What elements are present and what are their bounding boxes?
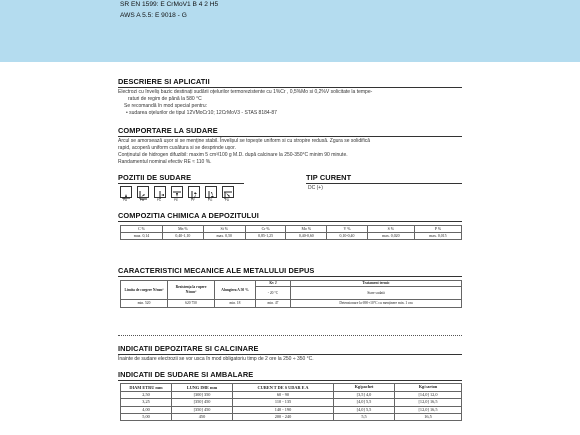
packing-cell: 5,00 [121, 413, 172, 420]
chemical-value: 0,85-1,25 [245, 233, 286, 240]
mechanical-kv-temperature: - 20 °C [256, 287, 291, 300]
weld-horizontal-vertical-icon [137, 186, 149, 198]
packing-cell: 140 - 190 [233, 406, 334, 413]
chemical-header: S % [367, 226, 414, 233]
chemical-table [120, 225, 462, 240]
weld-horizontal-overhead-icon [222, 186, 234, 198]
chemical-value: max. 0,015 [414, 233, 461, 240]
weld-flat-icon [120, 186, 132, 198]
chemical-header: C % [121, 226, 163, 233]
behavior-rule [118, 136, 462, 137]
positions-rule [118, 183, 244, 184]
packing-header: Kg/carton [395, 384, 462, 392]
position-label: PB [139, 198, 145, 202]
packing-cell: 3,25 [121, 399, 172, 406]
dotted-separator [118, 335, 462, 336]
mechanical-header: Alungirea A 50 % [215, 281, 256, 300]
packing-cell: 2,50 [121, 392, 172, 399]
description-rule [118, 87, 462, 88]
behavior-line: Conținutul de hidrogen difuzibil: maxim 5 cm³/100 g M.D. după calcinare la 250-350°C minim 90 minute. [118, 152, 348, 158]
chemical-value: max. 0,020 [367, 233, 414, 240]
table-row [121, 406, 462, 413]
mechanical-header: Kv J [256, 281, 291, 287]
packing-cell: [12,0] 16,5 [395, 399, 462, 406]
packing-cell: [3,5] 4,0 [334, 392, 395, 399]
mechanical-rule [118, 276, 462, 277]
storage-line: Înainte de sudare electrozii se vor usca în mod obligatoriu timp de 2 ore la 250 ÷ 350 °C. [118, 356, 314, 362]
packing-header: CUREN T DE S UDAR E A [233, 384, 334, 392]
positions-title: POZITII DE SUDARE [118, 173, 192, 182]
weld-vertical-down-icon [205, 186, 217, 198]
header-band [0, 0, 580, 62]
mechanical-header: Limita de curgere N/mm² [121, 281, 168, 300]
packing-cell: [300] 350 [172, 392, 233, 399]
mechanical-value-row [121, 300, 462, 308]
packing-cell: [4,0] 5,5 [334, 406, 395, 413]
chemical-header: V % [327, 226, 368, 233]
packing-cell: 450 [172, 413, 233, 420]
description-title: DESCRIERE SI APLICATII [118, 77, 210, 86]
current-title: TIP CURENT [306, 173, 352, 182]
weld-overhead-icon [171, 186, 183, 198]
packing-cell: [350] 450 [172, 399, 233, 406]
table-row [121, 413, 462, 420]
position-label: PG [207, 198, 213, 202]
mechanical-value: min. 18 [215, 300, 256, 308]
standard-aws: AWS A 5.5: E 9018 - G [120, 12, 187, 19]
chemical-value-row [121, 233, 462, 240]
position-label: PD [224, 198, 230, 202]
position-label: PC [156, 198, 162, 202]
positions-icons [118, 186, 248, 204]
mechanical-table [120, 280, 462, 308]
table-row [121, 392, 462, 399]
position-label: PE [173, 198, 179, 202]
packing-cell: 5,5 [334, 413, 395, 420]
packing-rule [118, 380, 462, 381]
behavior-line: rapid, acoperă uniform cusătura si se desprinde ușor. [118, 145, 236, 151]
chemical-header: Mo % [286, 226, 327, 233]
position-label: PF [190, 198, 196, 202]
weld-vertical-up-icon [188, 186, 200, 198]
table-row [121, 399, 462, 406]
description-line: raturi de regim de până la 580 °C [128, 96, 202, 102]
standard-sr-en: SR EN 1599: E CrMoV1 B 4 2 H5 [120, 1, 219, 8]
mechanical-treatment-state: Stare sudată [291, 287, 462, 300]
chemical-header: Mn % [163, 226, 204, 233]
position-label: PA [122, 198, 127, 202]
chemical-header: Si % [203, 226, 245, 233]
packing-cell: [4,0] 5,5 [334, 399, 395, 406]
current-rule [306, 183, 462, 184]
behavior-title: COMPORTARE LA SUDARE [118, 126, 218, 135]
storage-rule [118, 354, 462, 355]
mechanical-header: Tratament termic [291, 281, 462, 287]
packing-cell: 200 - 240 [233, 413, 334, 420]
description-line: • sudarea oțelurilor de tipul 12VMoCr10; 12CrMoV3 - STAS 8184-87 [126, 110, 277, 116]
packing-cell: 60 - 90 [233, 392, 334, 399]
chemical-value: 0,40-1,10 [163, 233, 204, 240]
chemical-value: 0,40-0,60 [286, 233, 327, 240]
storage-title: INDICATII DEPOZITARE SI CALCINARE [118, 344, 259, 353]
chemical-header: P % [414, 226, 461, 233]
packing-header-row [121, 384, 462, 392]
packing-cell: [350] 450 [172, 406, 233, 413]
mechanical-value: 620 750 [168, 300, 215, 308]
mechanical-value: min. 520 [121, 300, 168, 308]
chemical-header: Cr % [245, 226, 286, 233]
packing-cell: [14,0] 12,0 [395, 392, 462, 399]
packing-header: LUNG IME mm [172, 384, 233, 392]
mechanical-value: min. 47 [256, 300, 291, 308]
chemical-rule [118, 221, 462, 222]
behavior-line: Arcul se amorsează ușor si se menține stabil. Învelișul se topește uniform si cu stropire redusă. Zgura se solidifică [118, 138, 371, 144]
chemical-title: COMPOZITIA CHIMICA A DEPOZITULUI [118, 211, 259, 220]
chemical-value: 0,10-0,40 [327, 233, 368, 240]
behavior-line: Randamentul nominal efectiv RE ≈ 110 %. [118, 159, 212, 165]
mechanical-title: CARACTERISTICI MECANICE ALE METALULUI DEPUS [118, 266, 315, 275]
packing-cell: 110 - 135 [233, 399, 334, 406]
packing-header: DIAM ETRU mm [121, 384, 172, 392]
packing-cell: 4,00 [121, 406, 172, 413]
weld-horizontal-icon [154, 186, 166, 198]
packing-cell: 16,5 [395, 413, 462, 420]
current-value: DC (+) [308, 185, 323, 191]
chemical-value: max. 0,14 [121, 233, 163, 240]
packing-cell: [12,0] 16,5 [395, 406, 462, 413]
packing-title: INDICATII DE SUDARE SI AMBALARE [118, 370, 254, 379]
mechanical-value: Detensionare la 690+10°C cu menținere min. 1 ora [291, 300, 462, 308]
packing-table [120, 383, 462, 421]
packing-header: Kg/pachet [334, 384, 395, 392]
mechanical-header: Rezistența la rupere N/mm² [168, 281, 215, 300]
chemical-header-row [121, 226, 462, 233]
description-line: Se recomandă în mod special pentru: [124, 103, 208, 109]
chemical-value: max. 0,50 [203, 233, 245, 240]
description-line: Electrozi cu înveliș bazic destinați sudării oțelurilor termorezistente cu 1%Cr , 0,5%Mo si 0,2%V solicitate la tempe- [118, 89, 373, 95]
